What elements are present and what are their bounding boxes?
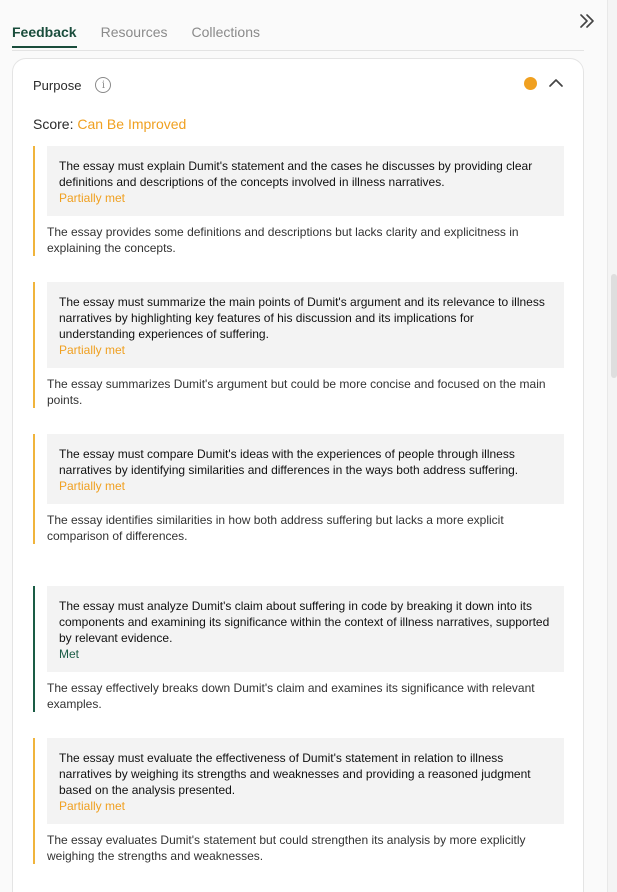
criterion-status: Partially met xyxy=(59,343,126,357)
criterion-bar xyxy=(33,586,35,712)
criterion-status: Partially met xyxy=(59,191,126,205)
collapse-panel-button[interactable] xyxy=(576,10,598,32)
chevron-up-icon[interactable] xyxy=(548,75,564,91)
score-value: Can Be Improved xyxy=(77,116,187,132)
criterion-status: Partially met xyxy=(59,479,126,493)
criterion-item xyxy=(33,586,564,712)
criterion-box xyxy=(47,282,564,368)
tab-resources[interactable]: Resources xyxy=(100,24,168,40)
criterion-text: The essay must summarize the main points of Dumit's argument and its relevance to illness narratives by highlighting key features of his discussion and its implications for understanding experiences of suffering. xyxy=(59,295,545,341)
criterion-text: The essay must analyze Dumit's claim about suffering in code by breaking it down into its components and examining its significance within the context of illness narratives, supported by relevant evidence. xyxy=(59,599,550,645)
criterion-explanation: The essay evaluates Dumit's statement but could strengthen its analysis by more explicitly weighing the strengths and weaknesses. xyxy=(47,833,526,863)
tab-collections[interactable]: Collections xyxy=(191,24,260,40)
criterion-status: Partially met xyxy=(59,799,126,813)
card-header xyxy=(33,75,111,95)
criterion-box xyxy=(47,434,564,504)
criterion-bar xyxy=(33,146,35,256)
top-bar xyxy=(0,0,608,54)
criterion-item xyxy=(33,738,564,864)
criterion-explanation: The essay identifies similarities in how both address suffering but lacks a more explicit comparison of differences. xyxy=(47,513,504,543)
criterion-bar xyxy=(33,738,35,864)
criterion-item xyxy=(33,434,564,544)
criterion-bar xyxy=(33,434,35,544)
tab-bar xyxy=(12,0,260,54)
criterion-text: The essay must evaluate the effectiveness of Dumit's statement in relation to illness narratives by weighing its strengths and weaknesses and providing a reasoned judgment based on the analysis presented. xyxy=(59,751,531,797)
criterion-bar xyxy=(33,282,35,408)
status-indicator xyxy=(524,77,537,90)
score-label: Score: xyxy=(33,116,74,132)
tab-feedback[interactable]: Feedback xyxy=(12,0,77,48)
card-title: Purpose xyxy=(33,77,82,93)
score-line xyxy=(33,116,186,132)
criterion-box xyxy=(47,146,564,216)
criterion-box xyxy=(47,586,564,672)
criterion-explanation: The essay provides some definitions and descriptions but lacks clarity and explicitness in explaining the concepts. xyxy=(47,225,519,255)
tab-divider xyxy=(12,50,584,51)
criterion-item xyxy=(33,282,564,408)
purpose-feedback-card xyxy=(12,58,584,892)
criterion-text: The essay must explain Dumit's statement and the cases he discusses by providing clear definitions and descriptions of the concepts involved in illness narratives. xyxy=(59,159,533,189)
criterion-text: The essay must compare Dumit's ideas with the experiences of people through illness narratives by identifying similarities and differences in the ways both address suffering. xyxy=(59,447,519,477)
criterion-box xyxy=(47,738,564,824)
criterion-item xyxy=(33,146,564,256)
criterion-status: Met xyxy=(59,647,80,661)
double-chevron-right-icon xyxy=(579,14,595,28)
criterion-explanation: The essay effectively breaks down Dumit's claim and examines its significance with relevant examples. xyxy=(47,681,535,711)
criterion-explanation: The essay summarizes Dumit's argument but could be more concise and focused on the main points. xyxy=(47,377,546,407)
info-icon[interactable]: i xyxy=(95,77,111,93)
scrollbar-thumb[interactable] xyxy=(611,274,617,378)
scrollbar-track[interactable] xyxy=(607,0,617,892)
